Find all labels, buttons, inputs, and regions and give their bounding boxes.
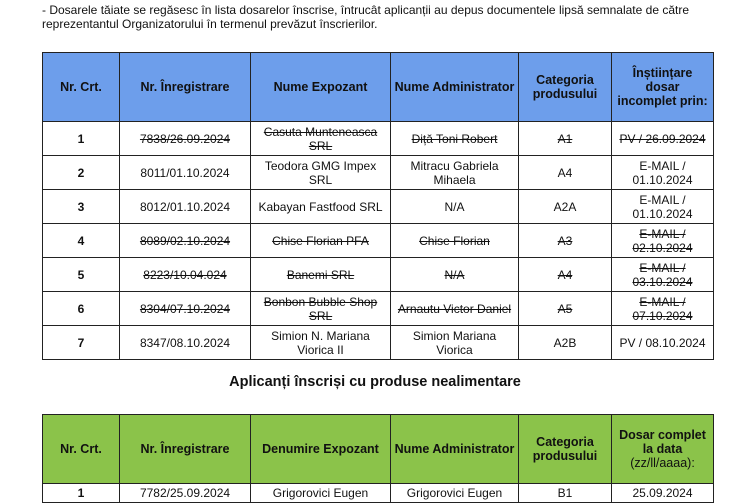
incomplete-files-table [42,52,714,360]
cell-nume-administrator: Mitracu Gabriela Mihaela [391,156,519,190]
cell-categoria: B1 [519,484,612,503]
cell-status: E-MAIL / 01.10.2024 [612,190,714,224]
cell-nr-inregistrare: 8011/01.10.2024 [120,156,251,190]
cell-categoria: A3 [519,224,612,258]
cell-nume-expozant: Kabayan Fastfood SRL [251,190,391,224]
cell-nr-crt: 7 [43,326,120,360]
cell-nume-administrator: Diță Toni Robert [391,122,519,156]
header-status [612,415,714,484]
cell-nr-inregistrare: 7782/25.09.2024 [120,484,251,503]
cell-nr-crt: 4 [43,224,120,258]
table-row [43,156,714,190]
cell-categoria: A4 [519,156,612,190]
section-title-non-food: Aplicanți înscriși cu produse nealimentare [229,374,521,390]
cell-status: PV / 08.10.2024 [612,326,714,360]
cell-nume-expozant: Simion N. Mariana Viorica II [251,326,391,360]
cell-nume-expozant: Banemi SRL [251,258,391,292]
cell-nume-expozant: Bonbon Bubble Shop SRL [251,292,391,326]
date-format: (zz/ll/aaaa): [630,456,695,470]
cell-nr-crt: 1 [43,484,120,503]
cell-categoria: A2B [519,326,612,360]
header-label: Nr. Crt. [60,442,102,456]
header-nr-inregistrare [120,415,251,484]
header-label: Dosar complet la data [619,428,706,456]
cell-nume-expozant: Chise Florian PFA [251,224,391,258]
header-nr-inregistrare [120,53,251,122]
cell-categoria: A4 [519,258,612,292]
cell-nr-crt: 5 [43,258,120,292]
header-label: Nume Administrator [394,80,515,94]
cell-nume-administrator: N/A [391,258,519,292]
cell-categoria: A1 [519,122,612,156]
cell-status: 25.09.2024 [612,484,714,503]
cell-nume-administrator: Simion Mariana Viorica [391,326,519,360]
cell-categoria: A2A [519,190,612,224]
header-nr-crt [43,53,120,122]
header-nume-expozant [251,415,391,484]
table-row [43,190,714,224]
cell-nr-inregistrare: 7838/26.09.2024 [120,122,251,156]
cell-nr-crt: 6 [43,292,120,326]
cell-nr-inregistrare: 8089/02.10.2024 [120,224,251,258]
strikethrough-note: - Dosarele tăiate se regăsesc în lista dosarelor înscrise, întrucât aplicanții au depus documentele lipsă semnalate de către reprezentantul Organizatorului în termenul prevăzut înscrierilor. [42,3,690,31]
cell-nume-expozant: Casuta Munteneasca SRL [251,122,391,156]
header-categoria [519,53,612,122]
header-label: Categoria produsului [532,73,598,101]
header-nume-expozant [251,53,391,122]
table-row [43,292,714,326]
cell-status: E-MAIL / 07.10.2024 [612,292,714,326]
cell-nr-crt: 3 [43,190,120,224]
cell-status: PV / 26.09.2024 [612,122,714,156]
cell-nume-expozant: Teodora GMG Impex SRL [251,156,391,190]
cell-nume-administrator: Chise Florian [391,224,519,258]
header-label: Nume Expozant [273,80,368,94]
header-label: Nr. Crt. [60,80,102,94]
cell-nr-inregistrare: 8012/01.10.2024 [120,190,251,224]
cell-nr-crt: 2 [43,156,120,190]
header-nume-administrator [391,53,519,122]
header-label: Înștiințare dosar incomplet prin: [617,66,708,108]
table-row [43,122,714,156]
header-categoria [519,415,612,484]
cell-nume-expozant: Grigorovici Eugen [251,484,391,503]
cell-nr-inregistrare: 8347/08.10.2024 [120,326,251,360]
header-label: Nr. Înregistrare [140,80,230,94]
header-label: Denumire Expozant [262,442,379,456]
header-status [612,53,714,122]
cell-status: E-MAIL / 03.10.2024 [612,258,714,292]
non-food-applicants-table [42,414,714,503]
header-label: Nume Administrator [394,442,515,456]
table-row [43,326,714,360]
table-row [43,258,714,292]
cell-nr-inregistrare: 8304/07.10.2024 [120,292,251,326]
cell-nume-administrator: Arnautu Victor Daniel [391,292,519,326]
cell-nr-crt: 1 [43,122,120,156]
table-row [43,224,714,258]
cell-nr-inregistrare: 8223/10.04.024 [120,258,251,292]
header-label: Categoria produsului [532,435,598,463]
header-nume-administrator [391,415,519,484]
cell-categoria: A5 [519,292,612,326]
cell-nume-administrator: N/A [391,190,519,224]
header-nr-crt [43,415,120,484]
cell-status: E-MAIL / 01.10.2024 [612,156,714,190]
cell-status: E-MAIL / 02.10.2024 [612,224,714,258]
header-label: Nr. Înregistrare [140,442,230,456]
cell-nume-administrator: Grigorovici Eugen [391,484,519,503]
